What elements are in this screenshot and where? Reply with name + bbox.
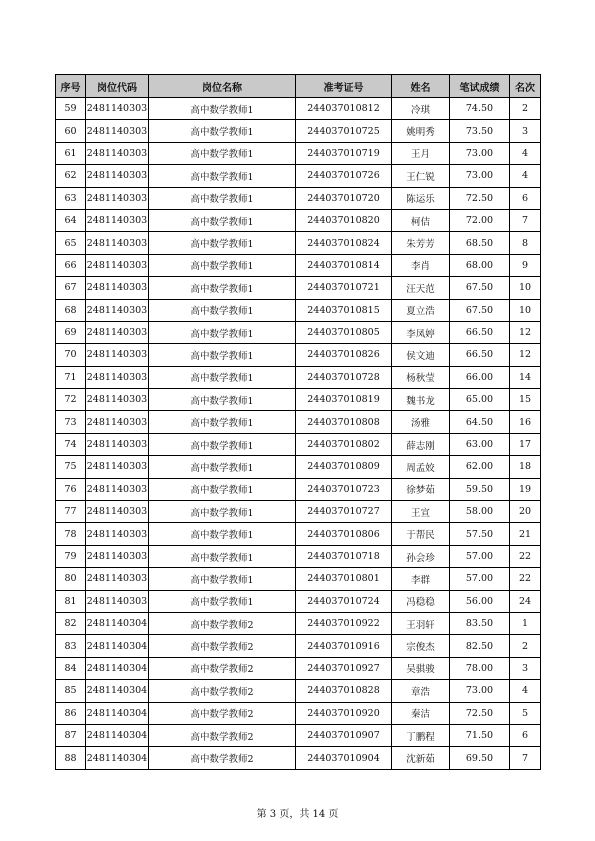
cell-score: 67.50 bbox=[450, 299, 510, 321]
cell-seq: 64 bbox=[56, 209, 86, 231]
cell-exam-id: 244037010916 bbox=[296, 635, 392, 657]
cell-post-name: 高中数学教师1 bbox=[149, 545, 296, 567]
cell-exam-id: 244037010727 bbox=[296, 501, 392, 523]
cell-post-code: 2481140303 bbox=[86, 411, 149, 433]
cell-post-code: 2481140304 bbox=[86, 657, 149, 679]
cell-seq: 63 bbox=[56, 187, 86, 209]
cell-name: 杨秋莹 bbox=[392, 366, 450, 388]
cell-post-code: 2481140303 bbox=[86, 209, 149, 231]
cell-post-code: 2481140303 bbox=[86, 232, 149, 254]
cell-seq: 75 bbox=[56, 456, 86, 478]
cell-score: 73.50 bbox=[450, 120, 510, 142]
cell-rank: 3 bbox=[510, 120, 541, 142]
cell-seq: 85 bbox=[56, 680, 86, 702]
cell-rank: 10 bbox=[510, 299, 541, 321]
cell-name: 冷琪 bbox=[392, 98, 450, 120]
cell-seq: 88 bbox=[56, 747, 86, 769]
cell-score: 57.00 bbox=[450, 545, 510, 567]
cell-name: 陈运乐 bbox=[392, 187, 450, 209]
cell-rank: 4 bbox=[510, 680, 541, 702]
cell-exam-id: 244037010819 bbox=[296, 389, 392, 411]
cell-seq: 84 bbox=[56, 657, 86, 679]
cell-post-code: 2481140303 bbox=[86, 120, 149, 142]
cell-rank: 19 bbox=[510, 478, 541, 500]
cell-exam-id: 244037010907 bbox=[296, 724, 392, 746]
cell-exam-id: 244037010824 bbox=[296, 232, 392, 254]
cell-post-code: 2481140303 bbox=[86, 254, 149, 276]
cell-rank: 7 bbox=[510, 747, 541, 769]
cell-rank: 22 bbox=[510, 545, 541, 567]
cell-post-name: 高中数学教师2 bbox=[149, 702, 296, 724]
cell-score: 65.00 bbox=[450, 389, 510, 411]
table-row bbox=[56, 724, 541, 746]
cell-exam-id: 244037010719 bbox=[296, 142, 392, 164]
cell-exam-id: 244037010726 bbox=[296, 165, 392, 187]
cell-score: 72.50 bbox=[450, 702, 510, 724]
cell-exam-id: 244037010828 bbox=[296, 680, 392, 702]
cell-rank: 3 bbox=[510, 657, 541, 679]
cell-name: 沈新茹 bbox=[392, 747, 450, 769]
cell-post-name: 高中数学教师1 bbox=[149, 366, 296, 388]
cell-post-name: 高中数学教师1 bbox=[149, 433, 296, 455]
cell-name: 王仁锐 bbox=[392, 165, 450, 187]
cell-seq: 87 bbox=[56, 724, 86, 746]
cell-score: 78.00 bbox=[450, 657, 510, 679]
results-table bbox=[55, 74, 541, 770]
table-row bbox=[56, 635, 541, 657]
cell-name: 朱芳芳 bbox=[392, 232, 450, 254]
cell-seq: 80 bbox=[56, 568, 86, 590]
cell-name: 王月 bbox=[392, 142, 450, 164]
header-row bbox=[56, 75, 541, 98]
table-row bbox=[56, 344, 541, 366]
cell-score: 66.50 bbox=[450, 321, 510, 343]
cell-score: 59.50 bbox=[450, 478, 510, 500]
cell-rank: 1 bbox=[510, 612, 541, 634]
cell-post-code: 2481140303 bbox=[86, 590, 149, 612]
cell-seq: 66 bbox=[56, 254, 86, 276]
cell-score: 73.00 bbox=[450, 142, 510, 164]
cell-score: 69.50 bbox=[450, 747, 510, 769]
cell-post-code: 2481140303 bbox=[86, 366, 149, 388]
cell-score: 68.50 bbox=[450, 232, 510, 254]
cell-post-code: 2481140304 bbox=[86, 635, 149, 657]
cell-score: 67.50 bbox=[450, 277, 510, 299]
cell-exam-id: 244037010927 bbox=[296, 657, 392, 679]
cell-score: 82.50 bbox=[450, 635, 510, 657]
cell-name: 章浩 bbox=[392, 680, 450, 702]
cell-name: 吴骐骏 bbox=[392, 657, 450, 679]
cell-rank: 6 bbox=[510, 724, 541, 746]
table-row bbox=[56, 120, 541, 142]
cell-name: 丁鹏程 bbox=[392, 724, 450, 746]
cell-score: 66.00 bbox=[450, 366, 510, 388]
cell-seq: 71 bbox=[56, 366, 86, 388]
cell-post-name: 高中数学教师1 bbox=[149, 165, 296, 187]
cell-post-code: 2481140304 bbox=[86, 680, 149, 702]
table-row bbox=[56, 433, 541, 455]
cell-post-name: 高中数学教师2 bbox=[149, 724, 296, 746]
table-row bbox=[56, 680, 541, 702]
cell-seq: 76 bbox=[56, 478, 86, 500]
cell-rank: 12 bbox=[510, 344, 541, 366]
cell-exam-id: 244037010826 bbox=[296, 344, 392, 366]
cell-score: 64.50 bbox=[450, 411, 510, 433]
cell-seq: 68 bbox=[56, 299, 86, 321]
cell-post-code: 2481140304 bbox=[86, 612, 149, 634]
cell-name: 柯佶 bbox=[392, 209, 450, 231]
cell-post-name: 高中数学教师1 bbox=[149, 187, 296, 209]
cell-rank: 5 bbox=[510, 702, 541, 724]
cell-name: 秦洁 bbox=[392, 702, 450, 724]
cell-score: 57.50 bbox=[450, 523, 510, 545]
header-exam-id: 准考证号 bbox=[296, 75, 392, 98]
header-rank: 名次 bbox=[510, 75, 541, 98]
cell-seq: 73 bbox=[56, 411, 86, 433]
cell-post-name: 高中数学教师1 bbox=[149, 120, 296, 142]
table-body bbox=[56, 98, 541, 770]
cell-name: 薛志刚 bbox=[392, 433, 450, 455]
cell-exam-id: 244037010922 bbox=[296, 612, 392, 634]
table-row bbox=[56, 209, 541, 231]
cell-post-code: 2481140304 bbox=[86, 702, 149, 724]
cell-name: 侯文迪 bbox=[392, 344, 450, 366]
cell-post-name: 高中数学教师1 bbox=[149, 321, 296, 343]
cell-score: 57.00 bbox=[450, 568, 510, 590]
table-row bbox=[56, 165, 541, 187]
cell-post-code: 2481140303 bbox=[86, 321, 149, 343]
cell-exam-id: 244037010720 bbox=[296, 187, 392, 209]
cell-rank: 2 bbox=[510, 98, 541, 120]
header-post-code: 岗位代码 bbox=[86, 75, 149, 98]
cell-name: 于帮民 bbox=[392, 523, 450, 545]
cell-post-name: 高中数学教师1 bbox=[149, 299, 296, 321]
cell-post-code: 2481140303 bbox=[86, 545, 149, 567]
cell-exam-id: 244037010814 bbox=[296, 254, 392, 276]
table-row bbox=[56, 366, 541, 388]
cell-post-name: 高中数学教师1 bbox=[149, 501, 296, 523]
cell-score: 83.50 bbox=[450, 612, 510, 634]
cell-score: 66.50 bbox=[450, 344, 510, 366]
table-row bbox=[56, 568, 541, 590]
cell-post-name: 高中数学教师2 bbox=[149, 612, 296, 634]
cell-rank: 16 bbox=[510, 411, 541, 433]
cell-score: 72.00 bbox=[450, 209, 510, 231]
cell-rank: 18 bbox=[510, 456, 541, 478]
cell-post-code: 2481140303 bbox=[86, 523, 149, 545]
header-seq: 序号 bbox=[56, 75, 86, 98]
header-post-name: 岗位名称 bbox=[149, 75, 296, 98]
cell-seq: 83 bbox=[56, 635, 86, 657]
cell-exam-id: 244037010724 bbox=[296, 590, 392, 612]
table-row bbox=[56, 590, 541, 612]
page-number: 第 3 页，共 14 页 bbox=[256, 809, 339, 820]
cell-post-name: 高中数学教师1 bbox=[149, 590, 296, 612]
cell-post-code: 2481140304 bbox=[86, 747, 149, 769]
cell-exam-id: 244037010721 bbox=[296, 277, 392, 299]
cell-name: 夏立浩 bbox=[392, 299, 450, 321]
cell-exam-id: 244037010808 bbox=[296, 411, 392, 433]
cell-exam-id: 244037010920 bbox=[296, 702, 392, 724]
cell-post-code: 2481140303 bbox=[86, 568, 149, 590]
cell-rank: 4 bbox=[510, 165, 541, 187]
cell-name: 孙会珍 bbox=[392, 545, 450, 567]
cell-name: 王宣 bbox=[392, 501, 450, 523]
cell-seq: 86 bbox=[56, 702, 86, 724]
cell-rank: 20 bbox=[510, 501, 541, 523]
table-row bbox=[56, 545, 541, 567]
cell-exam-id: 244037010801 bbox=[296, 568, 392, 590]
cell-seq: 59 bbox=[56, 98, 86, 120]
cell-post-code: 2481140303 bbox=[86, 299, 149, 321]
cell-rank: 6 bbox=[510, 187, 541, 209]
cell-post-code: 2481140303 bbox=[86, 501, 149, 523]
cell-seq: 70 bbox=[56, 344, 86, 366]
cell-name: 冯稳稳 bbox=[392, 590, 450, 612]
cell-exam-id: 244037010725 bbox=[296, 120, 392, 142]
table-row bbox=[56, 187, 541, 209]
table-row bbox=[56, 747, 541, 769]
cell-post-code: 2481140303 bbox=[86, 98, 149, 120]
cell-post-name: 高中数学教师1 bbox=[149, 568, 296, 590]
table-row bbox=[56, 232, 541, 254]
cell-exam-id: 244037010718 bbox=[296, 545, 392, 567]
cell-exam-id: 244037010904 bbox=[296, 747, 392, 769]
cell-name: 宗俊杰 bbox=[392, 635, 450, 657]
cell-post-code: 2481140303 bbox=[86, 277, 149, 299]
cell-post-name: 高中数学教师2 bbox=[149, 680, 296, 702]
table-row bbox=[56, 389, 541, 411]
table-row bbox=[56, 612, 541, 634]
cell-exam-id: 244037010812 bbox=[296, 98, 392, 120]
cell-seq: 74 bbox=[56, 433, 86, 455]
cell-exam-id: 244037010723 bbox=[296, 478, 392, 500]
cell-seq: 79 bbox=[56, 545, 86, 567]
cell-seq: 62 bbox=[56, 165, 86, 187]
table-row bbox=[56, 299, 541, 321]
cell-rank: 12 bbox=[510, 321, 541, 343]
cell-post-name: 高中数学教师1 bbox=[149, 344, 296, 366]
cell-rank: 4 bbox=[510, 142, 541, 164]
cell-seq: 60 bbox=[56, 120, 86, 142]
cell-name: 徐梦茹 bbox=[392, 478, 450, 500]
cell-name: 魏书龙 bbox=[392, 389, 450, 411]
cell-seq: 69 bbox=[56, 321, 86, 343]
cell-score: 68.00 bbox=[450, 254, 510, 276]
cell-name: 李凤婷 bbox=[392, 321, 450, 343]
cell-seq: 77 bbox=[56, 501, 86, 523]
cell-seq: 67 bbox=[56, 277, 86, 299]
table-row bbox=[56, 456, 541, 478]
cell-exam-id: 244037010806 bbox=[296, 523, 392, 545]
table-header bbox=[56, 75, 541, 98]
cell-post-code: 2481140303 bbox=[86, 433, 149, 455]
header-score: 笔试成绩 bbox=[450, 75, 510, 98]
table-row bbox=[56, 98, 541, 120]
cell-post-name: 高中数学教师2 bbox=[149, 747, 296, 769]
table-row bbox=[56, 321, 541, 343]
cell-name: 汤雅 bbox=[392, 411, 450, 433]
cell-post-code: 2481140304 bbox=[86, 724, 149, 746]
cell-rank: 15 bbox=[510, 389, 541, 411]
cell-seq: 82 bbox=[56, 612, 86, 634]
cell-exam-id: 244037010809 bbox=[296, 456, 392, 478]
table-row bbox=[56, 142, 541, 164]
table-row bbox=[56, 702, 541, 724]
cell-post-name: 高中数学教师2 bbox=[149, 635, 296, 657]
cell-post-code: 2481140303 bbox=[86, 165, 149, 187]
cell-name: 李群 bbox=[392, 568, 450, 590]
table-row bbox=[56, 478, 541, 500]
cell-post-code: 2481140303 bbox=[86, 142, 149, 164]
cell-rank: 9 bbox=[510, 254, 541, 276]
cell-rank: 22 bbox=[510, 568, 541, 590]
cell-post-name: 高中数学教师2 bbox=[149, 657, 296, 679]
cell-post-name: 高中数学教师1 bbox=[149, 277, 296, 299]
table-row bbox=[56, 277, 541, 299]
cell-post-name: 高中数学教师1 bbox=[149, 389, 296, 411]
cell-post-code: 2481140303 bbox=[86, 389, 149, 411]
cell-post-code: 2481140303 bbox=[86, 478, 149, 500]
cell-score: 71.50 bbox=[450, 724, 510, 746]
table-row bbox=[56, 657, 541, 679]
cell-post-name: 高中数学教师1 bbox=[149, 254, 296, 276]
cell-seq: 61 bbox=[56, 142, 86, 164]
cell-post-name: 高中数学教师1 bbox=[149, 232, 296, 254]
cell-name: 王羽轩 bbox=[392, 612, 450, 634]
cell-post-name: 高中数学教师1 bbox=[149, 456, 296, 478]
cell-score: 73.00 bbox=[450, 680, 510, 702]
cell-seq: 81 bbox=[56, 590, 86, 612]
cell-exam-id: 244037010820 bbox=[296, 209, 392, 231]
cell-seq: 72 bbox=[56, 389, 86, 411]
cell-post-name: 高中数学教师1 bbox=[149, 478, 296, 500]
cell-rank: 21 bbox=[510, 523, 541, 545]
cell-post-name: 高中数学教师1 bbox=[149, 209, 296, 231]
cell-score: 74.50 bbox=[450, 98, 510, 120]
cell-score: 62.00 bbox=[450, 456, 510, 478]
cell-name: 姚明秀 bbox=[392, 120, 450, 142]
cell-post-name: 高中数学教师1 bbox=[149, 98, 296, 120]
cell-exam-id: 244037010815 bbox=[296, 299, 392, 321]
cell-post-code: 2481140303 bbox=[86, 187, 149, 209]
cell-score: 63.00 bbox=[450, 433, 510, 455]
table-row bbox=[56, 254, 541, 276]
cell-score: 73.00 bbox=[450, 165, 510, 187]
cell-exam-id: 244037010805 bbox=[296, 321, 392, 343]
table-row bbox=[56, 523, 541, 545]
cell-name: 汪天范 bbox=[392, 277, 450, 299]
cell-rank: 17 bbox=[510, 433, 541, 455]
table-row bbox=[56, 501, 541, 523]
cell-score: 58.00 bbox=[450, 501, 510, 523]
cell-post-name: 高中数学教师1 bbox=[149, 523, 296, 545]
cell-post-name: 高中数学教师1 bbox=[149, 142, 296, 164]
cell-name: 李肖 bbox=[392, 254, 450, 276]
header-name: 姓名 bbox=[392, 75, 450, 98]
cell-exam-id: 244037010728 bbox=[296, 366, 392, 388]
cell-rank: 10 bbox=[510, 277, 541, 299]
cell-name: 周孟姣 bbox=[392, 456, 450, 478]
cell-rank: 14 bbox=[510, 366, 541, 388]
cell-rank: 7 bbox=[510, 209, 541, 231]
cell-score: 72.50 bbox=[450, 187, 510, 209]
cell-rank: 8 bbox=[510, 232, 541, 254]
cell-post-name: 高中数学教师1 bbox=[149, 411, 296, 433]
cell-post-code: 2481140303 bbox=[86, 344, 149, 366]
cell-seq: 65 bbox=[56, 232, 86, 254]
cell-rank: 24 bbox=[510, 590, 541, 612]
cell-post-code: 2481140303 bbox=[86, 456, 149, 478]
cell-seq: 78 bbox=[56, 523, 86, 545]
cell-rank: 2 bbox=[510, 635, 541, 657]
cell-score: 56.00 bbox=[450, 590, 510, 612]
cell-exam-id: 244037010802 bbox=[296, 433, 392, 455]
table-row bbox=[56, 411, 541, 433]
